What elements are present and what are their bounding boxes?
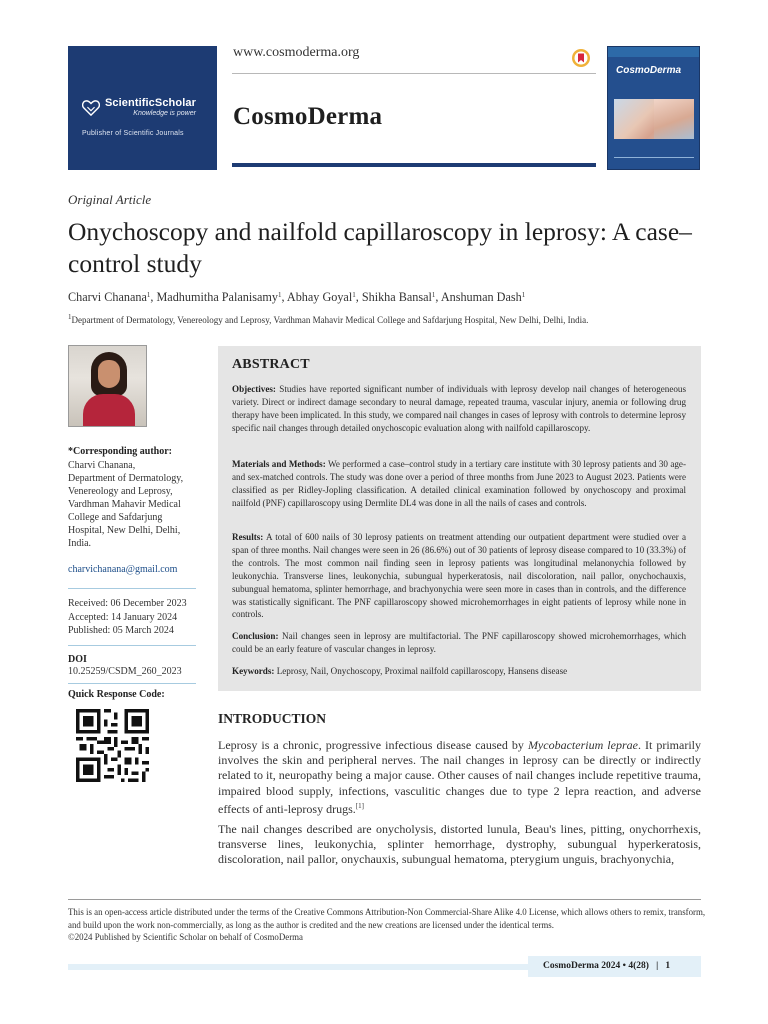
article-title: Onychoscopy and nailfold capillaroscopy in leprosy: A case–control study (68, 217, 692, 278)
corresponding-author-address (68, 459, 198, 550)
conclusion-text: Nail changes seen in leprosy are multifactorial. The PNF capillaroscopy showed microhemorrhages, which could be an early feature of vascular changes in leprosy. (232, 631, 687, 654)
address-line: Vardhman Mahavir Medical (68, 499, 181, 510)
corresponding-author-label: *Corresponding author: (68, 446, 172, 457)
footer-citation (528, 956, 701, 977)
author-affiliation-mark: 1 (521, 291, 526, 299)
cover-photo-secondary (654, 99, 694, 139)
header-top-rule (232, 73, 596, 74)
sidebar-divider (68, 683, 196, 684)
abstract-methods (232, 458, 686, 510)
site-url-link[interactable]: www.cosmoderma.org (233, 45, 360, 60)
author-affiliation-mark: 1 (352, 291, 356, 299)
license-text: This is an open-access article distributed under the terms of the Creative Commons Attribution-Non Commercial-Share Alike 4.0 License, which allows others to remix, transform, and build upon the work non-commercially, as long as the author is credited and the new creations are licensed under the identical terms. (68, 907, 706, 930)
sidebar-divider (68, 588, 196, 589)
cover-band (608, 47, 699, 57)
abstract-keywords (232, 665, 686, 678)
heart-logo-icon (82, 100, 100, 116)
qr-code-icon[interactable] (76, 709, 149, 782)
author-name[interactable]: Abhay Goyal (286, 290, 353, 304)
author-name[interactable]: Charvi Chanana (68, 290, 147, 304)
address-line: Charvi Chanana, (68, 460, 136, 471)
address-line: Department of Dermatology, (68, 473, 184, 484)
received-date: Received: 06 December 2023 (68, 598, 187, 609)
reference-link[interactable]: [1] (355, 801, 364, 810)
license-notice (68, 906, 708, 944)
footer-bar (68, 964, 528, 970)
publisher-logo-block[interactable] (68, 46, 217, 170)
cover-title: CosmoDerma (616, 65, 682, 76)
abstract-objectives (232, 383, 686, 435)
accepted-date: Accepted: 14 January 2024 (68, 611, 178, 623)
article-dates (68, 597, 187, 638)
results-label: Results: (232, 532, 264, 542)
doi-link[interactable]: 10.25259/CSDM_260_2023 (68, 666, 182, 677)
conclusion-label: Conclusion: (232, 631, 279, 641)
abstract-conclusion (232, 630, 686, 656)
cover-footer-line (614, 157, 694, 158)
header-bottom-rule (232, 163, 596, 167)
address-line: College and Safdarjung (68, 512, 163, 523)
intro-paragraph: The nail changes described are onycholysis, distorted lunula, Beau's lines, pitting, onychorrhexis, transverse lines, leukonychia, splinter hemorrhage, dystrophy, subungual hyperkeratosis, discoloration, nail pallor, onychauxis, subungual hematoma, pterygium unguis, brachyonychia, (218, 822, 701, 867)
copyright-text: ©2024 Published by Scientific Scholar on behalf of CosmoDerma (68, 932, 303, 942)
keywords-label: Keywords: (232, 666, 275, 676)
objectives-text: Studies have reported significant number of individuals with leprosy develop nail changes of heterogeneous variety. Direct or indirect damage secondary to neural damage, repeated trauma, vascular injury, anemia or following drug therapy have been implicated. In this study, we compared nail changes in cases of leprosy with controls to determine leprosy specific nail changes through detailed onychoscopic evaluation along with nailfold capillaroscopy. (232, 384, 686, 433)
methods-label: Materials and Methods: (232, 459, 326, 469)
objectives-label: Objectives: (232, 384, 276, 394)
author-affiliation-mark: 1 (146, 291, 151, 299)
address-line: India. (68, 538, 92, 549)
species-name: Mycobacterium leprae (527, 738, 638, 752)
methods-text: We performed a case–control study in a tertiary care institute with 30 leprosy patients and 30 age- and sex-matched controls. The study was done over a period of three months from June 2023 to August 2023. Patients were classified as per Ridley-Jopling classification. A detailed clinical examination followed by onychoscopy and proximal nailfold (PNF) capillaroscopy using Dermlite DL4 was done in all the nails of cases and controls. (232, 459, 686, 508)
intro-text: . It primarily involves the skin and peripheral nerves. The nail changes in leprosy can be directly or indirectly related to it, neuropathy being a major cause. Other causes of nail changes include repetitive trauma, impaired blood supply, infections, vasculitic changes due to type 2 lepra reaction, and adverse effects of anti-leprosy drugs. (218, 738, 701, 816)
publisher-logo (82, 98, 196, 118)
author-name[interactable]: Anshuman Dash (440, 290, 522, 304)
journal-title: CosmoDerma (233, 103, 383, 130)
abstract-heading: ABSTRACT (232, 357, 310, 372)
article-type: Original Article (68, 192, 152, 207)
introduction-heading: INTRODUCTION (218, 711, 327, 726)
corresponding-email-link[interactable]: charvichanana@gmail.com (68, 564, 178, 575)
page-number: 1 (665, 961, 671, 971)
intro-paragraph (218, 738, 701, 817)
address-line: Hospital, New Delhi, Delhi, (68, 525, 181, 536)
publisher-name: ScientificScholar (105, 97, 196, 109)
bookmark-ribbon-icon[interactable] (571, 48, 591, 68)
citation-text: CosmoDerma 2024 • 4(28) (543, 961, 649, 971)
published-date: Published: 05 March 2024 (68, 625, 174, 636)
abstract-box (218, 346, 701, 691)
author-list: Charvi Chanana$^1$, Madhumitha Palanisamy$^1$, Abhay Goyal$^1$, Shikha Bansal$^1$, Anshuman Dash$^1$ (68, 290, 526, 304)
affiliation-mark: 1 (68, 313, 72, 321)
affiliation (68, 313, 588, 325)
keywords-text: Leprosy, Nail, Onychoscopy, Proximal nailfold capillaroscopy, Hansens disease (276, 666, 568, 676)
publisher-subtitle: Publisher of Scientific Journals (82, 130, 184, 137)
author-photo (68, 345, 147, 427)
photo-face (98, 360, 120, 388)
results-text: A total of 600 nails of 30 leprosy patients on treatment attending our outpatient department were studied over a span of three months. Nail changes were seen in 26 (86.6%) out of 30 patients of leprosy disease compared to 10 (33.3%) of the controls. The most common nail finding seen in leprosy patients was longitudinal melanonychia followed by leukonychia. Transverse lines, leukonychia, subungual hyperkeratosis, nail discoloration, nail pallor, onychochauxis, subungual hematoma, splinter hemorrhage, and brachyonychia were seen more in cases than in controls, and the difference was statistically significant. The PNF capillaroscopy showed microhemorrhages in eight patients of leprosy while none in controls. (232, 532, 687, 620)
doi-label: DOI (68, 654, 87, 665)
author-affiliation-mark: 1 (431, 291, 436, 299)
photo-body (83, 394, 135, 427)
address-line: Venereology and Leprosy, (68, 486, 173, 497)
qr-code-label: Quick Response Code: (68, 689, 165, 700)
affiliation-text: Department of Dermatology, Venereology and Leprosy, Vardhman Mahavir Medical College and Safdarjung Hospital, New Delhi, Delhi, India. (71, 315, 589, 325)
publisher-tagline: Knowledge is power (133, 110, 196, 117)
sidebar-divider (68, 645, 196, 646)
author-name[interactable]: Madhumitha Palanisamy (156, 290, 278, 304)
citation-separator: | (656, 961, 659, 971)
author-name[interactable]: Shikha Bansal (361, 290, 432, 304)
intro-text: Leprosy is a chronic, progressive infectious disease caused by (218, 738, 528, 752)
abstract-results (232, 531, 686, 621)
author-affiliation-mark: 1 (277, 291, 282, 299)
journal-cover-thumbnail[interactable] (607, 46, 700, 170)
footer-rule (68, 899, 701, 900)
